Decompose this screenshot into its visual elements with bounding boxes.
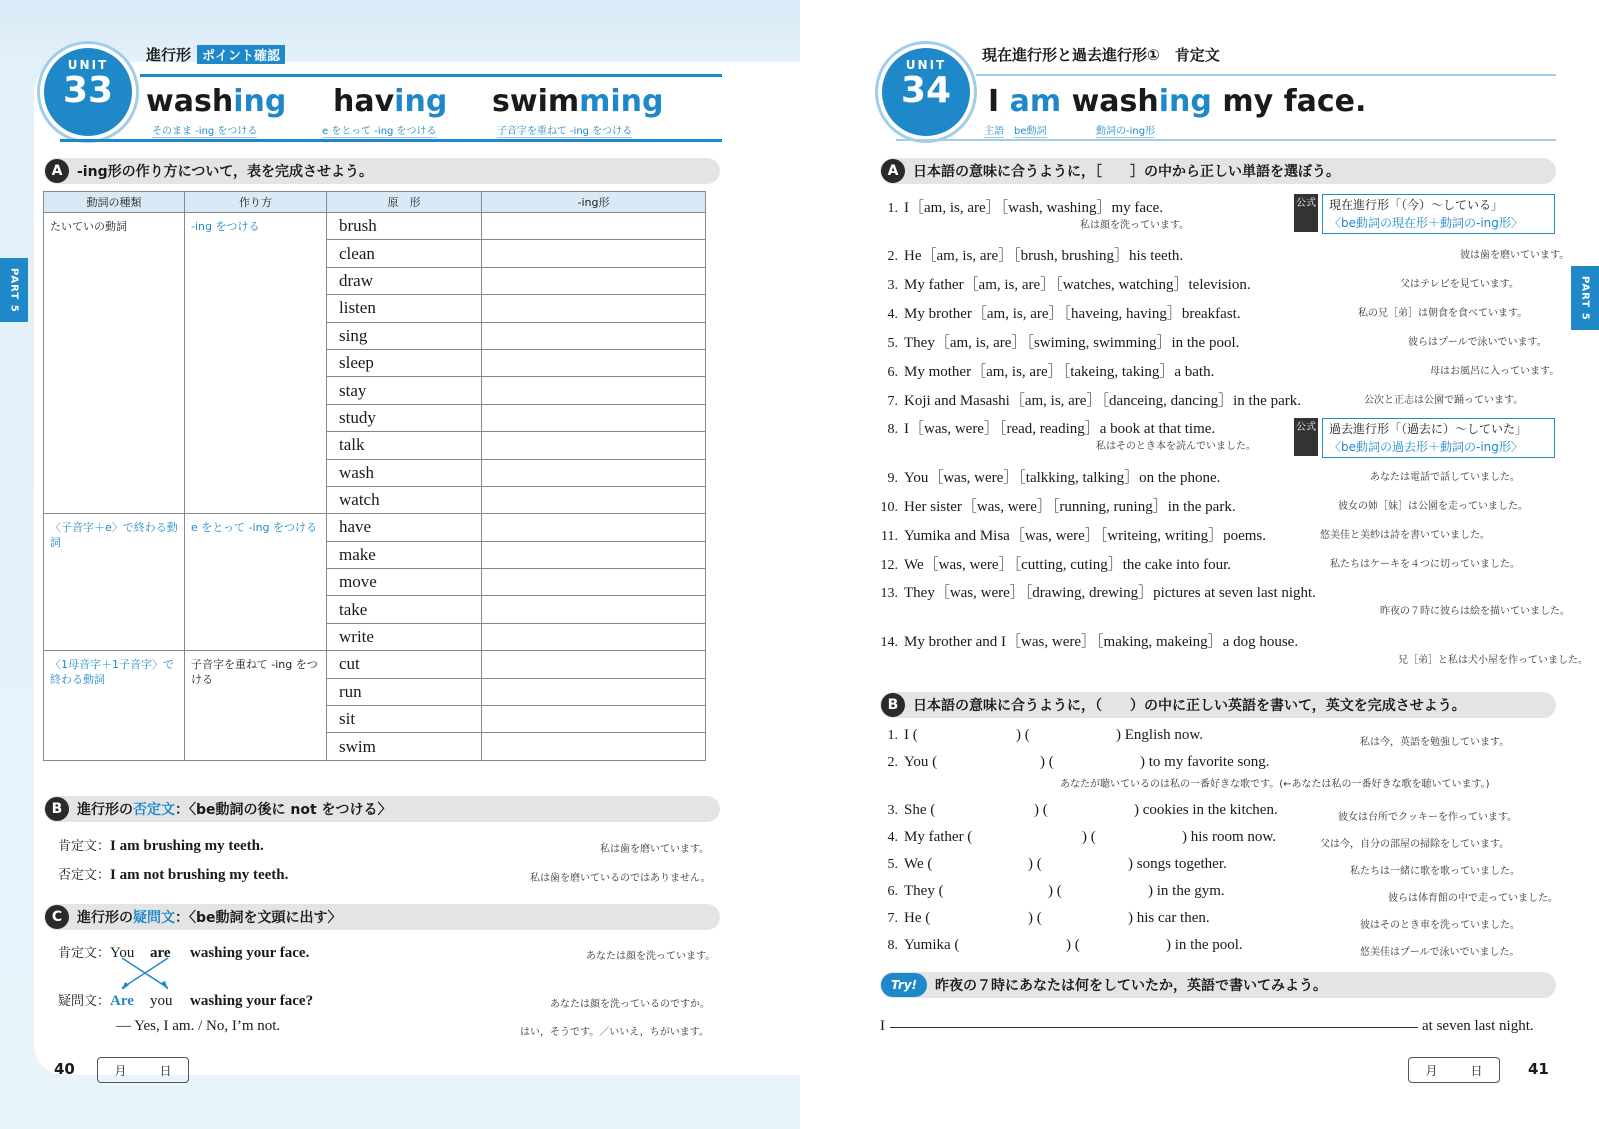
item-subject: He (	[904, 910, 931, 926]
item-translation: 彼女は台所でクッキーを作っています。	[1338, 812, 1518, 823]
try-icon: Try!	[881, 973, 927, 997]
item-sentence: I［was, were］［read, reading］a book at that time.	[904, 421, 1216, 437]
ing-answer-cell[interactable]	[482, 514, 706, 541]
try-end: at seven last night.	[1422, 1018, 1534, 1034]
exercise-a-item[interactable]	[872, 302, 1241, 323]
item-translation: 彼らはプールで泳いでいます。	[1408, 337, 1547, 348]
item-translation: 私は顔を洗っています。	[1080, 220, 1190, 231]
exercise-a-item[interactable]	[872, 360, 1214, 381]
exercise-a-item[interactable]	[872, 524, 1266, 545]
section-a-title: -ing形の作り方について，表を完成させよう。	[77, 164, 374, 180]
ing-answer-cell[interactable]	[482, 267, 706, 294]
unit-number: 34	[900, 70, 952, 111]
section-c-title-pre: 進行形の	[77, 910, 133, 926]
item-sentence: My mother［am, is, are］［takeing, taking］a bath.	[904, 364, 1215, 380]
header-rule-bottom	[60, 139, 722, 142]
item-number: 9.	[887, 471, 898, 486]
exercise-b-item[interactable]	[872, 802, 1278, 819]
item-translation: 私たちはケーキを４つに切っていました。	[1330, 559, 1520, 570]
base-form-cell: listen	[327, 295, 482, 322]
try-bar	[880, 972, 1556, 998]
item-translation: あなたは電話で話していました。	[1370, 472, 1520, 483]
col-header-type: 動詞の種類	[44, 192, 185, 213]
answer-blank-1[interactable]: ) (	[1048, 883, 1062, 899]
short-answer: — Yes, I am. / No, I’m not.	[116, 1018, 281, 1034]
item-sentence: My brother and I［was, were］［making, makeing］a dog house.	[904, 634, 1299, 650]
section-b-title-post: ：〈be動詞の後に not をつける〉	[175, 802, 392, 818]
question-affirmative-row: 肯定文：You are washing your face.	[58, 945, 310, 961]
item-translation: 私はそのとき本を読んでいました。	[1096, 441, 1256, 452]
headline-word-swimming: swimming	[492, 84, 664, 119]
try-title: 昨夜の７時にあなたは何をしていたか，英語で書いてみよう。	[935, 978, 1327, 994]
section-b-bar-left	[44, 796, 720, 822]
date-box-left[interactable]	[97, 1057, 189, 1083]
item-number: 4.	[887, 830, 898, 845]
item-sentence: My brother［am, is, are］［haveing, having］breakfast.	[904, 306, 1241, 322]
item-number: 12.	[880, 558, 898, 573]
ing-answer-cell[interactable]	[482, 349, 706, 376]
section-b-bar-right	[880, 692, 1556, 718]
item-translation: 悠美佳と美紗は詩を書いていました。	[1320, 530, 1490, 541]
item-tail: ) cookies in the kitchen.	[1134, 802, 1278, 818]
item-translation: 昨夜の７時に彼らは絵を描いていました。	[1380, 606, 1570, 617]
ing-answer-cell[interactable]	[482, 404, 706, 431]
answer-blank-1[interactable]: ) (	[1028, 910, 1042, 926]
section-a-bar-right	[880, 158, 1556, 184]
item-tail: ) in the pool.	[1166, 937, 1243, 953]
item-subject: My father (	[904, 829, 973, 845]
ing-answer-cell[interactable]	[482, 432, 706, 459]
ing-answer-cell[interactable]	[482, 596, 706, 623]
item-number: 10.	[880, 500, 898, 515]
formula-box-present: 現在進行形「（今）～している」 〈be動詞の現在形＋動詞の-ing形〉	[1322, 194, 1555, 234]
base-form-cell: watch	[327, 486, 482, 513]
base-form-cell: cut	[327, 651, 482, 678]
item-tail: ) songs together.	[1128, 856, 1227, 872]
question-affirmative-jp: あなたは顔を洗っています。	[586, 951, 716, 962]
base-form-cell: make	[327, 541, 482, 568]
item-subject: You (	[904, 754, 938, 770]
unit-topic	[146, 44, 285, 65]
item-translation: あなたが聴いているのは私の一番好きな歌です。(←あなたは私の一番好きな歌を聴いています。)	[1060, 779, 1490, 790]
date-month-label: 月	[1425, 1063, 1438, 1078]
page-number-right: 41	[1528, 1060, 1549, 1078]
item-number: 4.	[887, 307, 898, 322]
item-tail: ) his car then.	[1128, 910, 1210, 926]
section-b-title-highlight: 否定文	[133, 802, 175, 818]
ing-answer-cell[interactable]	[482, 678, 706, 705]
headline-caption-3: 子音字を重ねて -ing をつける	[497, 122, 632, 138]
item-number: 11.	[881, 529, 898, 544]
exercise-b-item[interactable]	[872, 727, 1203, 744]
formula-icon-2: 公式	[1294, 418, 1318, 456]
word-swap-arrows	[112, 956, 192, 992]
page-number-left: 40	[54, 1060, 75, 1078]
section-a-bar-left	[44, 158, 720, 184]
topic-text: 進行形	[146, 46, 192, 64]
answer-blank-1[interactable]: ) (	[1028, 856, 1042, 872]
question-jp: あなたは顔を洗っているのですか。	[550, 999, 710, 1010]
header-rule-top	[140, 74, 722, 77]
item-translation: 父はテレビを見ています。	[1400, 279, 1519, 290]
item-translation: 彼女の姉［妹］は公園を走っていました。	[1338, 501, 1528, 512]
item-number: 5.	[887, 857, 898, 872]
base-form-cell: move	[327, 569, 482, 596]
exercise-a-item[interactable]	[872, 581, 1316, 602]
method-cell: e をとって -ing をつける	[185, 514, 327, 651]
item-number: 8.	[887, 938, 898, 953]
formula-box-past: 過去進行形「（過去に）～していた」 〈be動詞の過去形＋動詞の-ing形〉	[1322, 418, 1555, 458]
item-translation: 父は今，自分の部屋の掃除をしています。	[1320, 839, 1510, 850]
headline-word-having: having	[333, 84, 448, 119]
headline-caption-2: e をとって -ing をつける	[322, 122, 437, 138]
section-letter-a: A	[45, 159, 69, 183]
exercise-a-item[interactable]	[872, 244, 1183, 265]
exercise-b-item[interactable]	[872, 937, 1243, 954]
ing-answer-cell[interactable]	[482, 569, 706, 596]
base-form-cell: run	[327, 678, 482, 705]
date-box-right[interactable]	[1408, 1057, 1500, 1083]
item-number: 2.	[887, 755, 898, 770]
table-row	[44, 514, 706, 541]
answer-blank-1[interactable]: ) (	[1016, 727, 1030, 743]
section-letter-b: B	[881, 693, 905, 717]
col-header-method: 作り方	[185, 192, 327, 213]
item-number: 7.	[887, 394, 898, 409]
item-translation: 彼は歯を磨いています。	[1460, 250, 1570, 261]
base-form-cell: sit	[327, 706, 482, 733]
date-month-label: 月	[114, 1063, 127, 1078]
col-header-base: 原 形	[327, 192, 482, 213]
short-answer-jp: はい，そうです。／いいえ，ちがいます。	[520, 1027, 709, 1038]
item-translation: 私たちは一緒に歌を歌っていました。	[1350, 866, 1520, 877]
exercise-a-item[interactable]	[872, 495, 1236, 516]
section-b-title: 日本語の意味に合うように，（ ）の中に正しい英語を書いて，英文を完成させよう。	[913, 698, 1466, 714]
exercise-a-item[interactable]	[872, 466, 1220, 487]
item-tail: ) his room now.	[1182, 829, 1277, 845]
exercise-a-item[interactable]	[872, 553, 1231, 574]
headline-word-washing: washing	[146, 84, 287, 119]
section-c-title-highlight: 疑問文	[133, 910, 175, 926]
formula-icon-1: 公式	[1294, 194, 1318, 232]
col-header-ing: -ing形	[482, 192, 706, 213]
item-translation: 私は今，英語を勉強しています。	[1360, 737, 1510, 748]
item-sentence: I［am, is, are］［wash, washing］my face.	[904, 200, 1164, 216]
item-number: 5.	[887, 336, 898, 351]
base-form-cell: clean	[327, 240, 482, 267]
section-letter-a: A	[881, 159, 905, 183]
item-subject: Yumika (	[904, 937, 960, 953]
item-sentence: They［was, were］［drawing, drewing］pictures at seven last night.	[904, 585, 1316, 601]
unit-badge-33	[44, 48, 132, 136]
base-form-cell: take	[327, 596, 482, 623]
verb-type-cell: 〈1母音字＋1子音字〉で終わる動詞	[44, 651, 185, 761]
unit-topic: 現在進行形と過去進行形① 肯定文	[982, 46, 1220, 64]
item-number: 8.	[887, 422, 898, 437]
item-translation: 公次と正志は公園で踊っています。	[1364, 395, 1524, 406]
item-number: 7.	[887, 911, 898, 926]
section-c-bar-left	[44, 904, 720, 930]
negative-jp: 私は歯を磨いているのではありません。	[530, 873, 711, 884]
item-sentence: We［was, were］［cutting, cuting］the cake into four.	[904, 557, 1232, 573]
date-day-label: 日	[159, 1063, 172, 1078]
header-rule-top	[976, 74, 1556, 76]
ing-answer-cell[interactable]	[482, 377, 706, 404]
topic-tag: ポイント確認	[197, 45, 285, 64]
negative-row: 否定文：I am not brushing my teeth.	[58, 867, 289, 883]
exercise-a-item[interactable]	[872, 331, 1239, 352]
base-form-cell: sing	[327, 322, 482, 349]
item-subject: She (	[904, 802, 936, 818]
try-answer-line[interactable]	[890, 1027, 1418, 1028]
exercise-a-item[interactable]	[872, 196, 1163, 217]
ing-answer-cell[interactable]	[482, 486, 706, 513]
section-a-title: 日本語の意味に合うように，［ ］の中から正しい単語を選ぼう。	[913, 164, 1340, 180]
item-sentence: They［am, is, are］［swiming, swimming］in the pool.	[904, 335, 1240, 351]
part-tab-right: PART 5	[1571, 266, 1599, 330]
exercise-a-item[interactable]	[872, 273, 1251, 294]
unit-label: UNIT	[905, 58, 947, 72]
answer-blank-1[interactable]: ) (	[1040, 754, 1054, 770]
item-translation: 彼らは体育館の中で走っていました。	[1388, 893, 1558, 904]
unit-number: 33	[62, 70, 114, 111]
question-row: 疑問文：Are you washing your face?	[58, 993, 314, 1009]
item-number: 1.	[887, 201, 898, 216]
exercise-b-item[interactable]	[872, 754, 1270, 771]
caption-be-verb: be動詞	[1014, 122, 1047, 138]
item-subject: We (	[904, 856, 933, 872]
answer-blank-1[interactable]: ) (	[1034, 802, 1048, 818]
item-number: 2.	[887, 249, 898, 264]
exercise-b-item[interactable]	[872, 883, 1225, 900]
item-subject: I (	[904, 727, 918, 743]
caption-ing-form: 動詞の-ing形	[1096, 122, 1155, 138]
ing-answer-cell[interactable]	[482, 623, 706, 650]
section-letter-c: C	[45, 905, 69, 929]
verb-type-cell: 〈子音字＋e〉で終わる動詞	[44, 514, 185, 651]
ing-answer-cell[interactable]	[482, 213, 706, 240]
header-rule-bottom	[896, 139, 1556, 141]
item-translation: 私の兄［弟］は朝食を食べています。	[1358, 308, 1528, 319]
table-row	[44, 651, 706, 678]
item-sentence: Her sister［was, were］［running, runing］in the park.	[904, 499, 1236, 515]
ing-answer-cell[interactable]	[482, 541, 706, 568]
headline-sentence: I am washing my face.	[988, 84, 1367, 119]
right-page	[800, 0, 1599, 1129]
try-start: I	[880, 1018, 885, 1034]
item-tail: ) in the gym.	[1148, 883, 1225, 899]
base-form-cell: wash	[327, 459, 482, 486]
base-form-cell: talk	[327, 432, 482, 459]
method-cell: 子音字を重ねて -ing をつける	[185, 651, 327, 761]
item-number: 6.	[887, 884, 898, 899]
ing-answer-cell[interactable]	[482, 459, 706, 486]
ing-answer-cell[interactable]	[482, 295, 706, 322]
item-sentence: He［am, is, are］［brush, brushing］his teeth.	[904, 248, 1184, 264]
unit-label: UNIT	[67, 58, 109, 72]
date-day-label: 日	[1470, 1063, 1483, 1078]
affirmative-row: 肯定文：I am brushing my teeth.	[58, 838, 264, 854]
answer-blank-1[interactable]: ) (	[1066, 937, 1080, 953]
caption-subject: 主語	[984, 122, 1004, 138]
item-number: 3.	[887, 278, 898, 293]
unit-badge-34	[882, 48, 970, 136]
ing-answer-cell[interactable]	[482, 322, 706, 349]
ing-form-table	[43, 191, 706, 761]
exercise-a-item[interactable]	[872, 630, 1298, 651]
section-c-title-post: ：〈be動詞を文頭に出す〉	[175, 910, 342, 926]
section-b-title-pre: 進行形の	[77, 802, 133, 818]
part-tab-left: PART 5	[0, 258, 28, 322]
ing-answer-cell[interactable]	[482, 240, 706, 267]
base-form-cell: stay	[327, 377, 482, 404]
headline-caption-1: そのまま -ing をつける	[152, 122, 257, 138]
item-translation: 悠美佳はプールで泳いでいました。	[1360, 947, 1520, 958]
item-translation: 兄［弟］と私は犬小屋を作っていました。	[1398, 655, 1588, 666]
ing-answer-cell[interactable]	[482, 733, 706, 760]
item-sentence: Koji and Masashi［am, is, are］［danceing, dancing］in the park.	[904, 393, 1301, 409]
item-number: 6.	[887, 365, 898, 380]
base-form-cell: swim	[327, 733, 482, 760]
exercise-b-item[interactable]	[872, 829, 1276, 846]
item-translation: 母はお風呂に入っています。	[1430, 366, 1560, 377]
ing-answer-cell[interactable]	[482, 706, 706, 733]
base-form-cell: brush	[327, 213, 482, 240]
base-form-cell: study	[327, 404, 482, 431]
exercise-a-item[interactable]	[872, 389, 1301, 410]
section-letter-b: B	[45, 797, 69, 821]
ing-answer-cell[interactable]	[482, 651, 706, 678]
item-number: 14.	[880, 635, 898, 650]
item-number: 3.	[887, 803, 898, 818]
item-tail: ) English now.	[1116, 727, 1203, 743]
item-translation: 彼はそのとき車を洗っていました。	[1360, 920, 1520, 931]
answer-blank-1[interactable]: ) (	[1082, 829, 1096, 845]
base-form-cell: have	[327, 514, 482, 541]
base-form-cell: sleep	[327, 349, 482, 376]
item-number: 1.	[887, 728, 898, 743]
verb-type-cell: たいていの動詞	[44, 213, 185, 514]
item-sentence: Yumika and Misa［was, were］［writeing, writing］poems.	[904, 528, 1267, 544]
item-tail: ) to my favorite song.	[1140, 754, 1270, 770]
base-form-cell: draw	[327, 267, 482, 294]
exercise-b-item[interactable]	[872, 910, 1210, 927]
affirmative-jp: 私は歯を磨いています。	[600, 844, 710, 855]
item-sentence: You［was, were］［talkking, talking］on the phone.	[904, 470, 1221, 486]
method-cell: -ing をつける	[185, 213, 327, 514]
item-subject: They (	[904, 883, 944, 899]
exercise-b-item[interactable]	[872, 856, 1227, 873]
item-number: 13.	[880, 586, 898, 601]
base-form-cell: write	[327, 623, 482, 650]
item-sentence: My father［am, is, are］［watches, watching］television.	[904, 277, 1251, 293]
table-row	[44, 213, 706, 240]
exercise-a-item[interactable]	[872, 417, 1215, 438]
